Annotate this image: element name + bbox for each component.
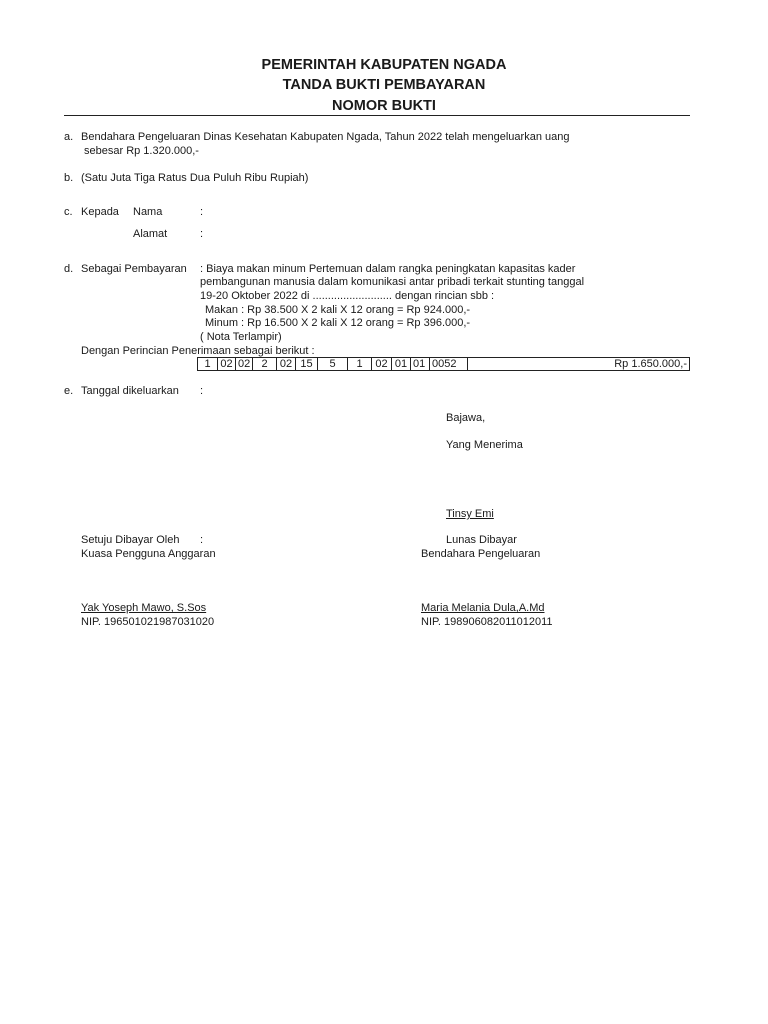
alamat-colon: : (200, 228, 204, 240)
section-b-marker: b. (64, 172, 74, 184)
treasurer-title: Bendahara Pengeluaran (421, 548, 541, 560)
nama-label: Nama (133, 206, 163, 218)
paid-label: Lunas Dibayar (446, 534, 517, 546)
section-d-marker: d. (64, 263, 74, 275)
food-cost-line: Makan : Rp 38.500 X 2 kali X 12 orang = Rp 924.000,- (205, 304, 471, 316)
place-label: Bajawa, (446, 412, 486, 424)
section-a-amount: sebesar Rp 1.320.000,- (84, 145, 199, 157)
budget-code-table (197, 357, 690, 371)
amount-cell: Rp 1.650.000,- (468, 358, 690, 371)
header-receipt-number: NOMOR BUKTI (332, 98, 436, 114)
treasurer-nip: NIP. 198906082011012011 (421, 616, 553, 628)
section-b-amount-words: (Satu Juta Tiga Ratus Dua Puluh Ribu Rupiah) (81, 172, 309, 184)
receiver-name: Tinsy Emi (446, 508, 494, 520)
section-c-label: Kepada (81, 206, 119, 218)
code-cell: 02 (277, 358, 296, 371)
code-cell: 1 (348, 358, 372, 371)
payment-description-line: pembangunan manusia dalam komunikasi antar pribadi terkait stunting tanggal (200, 276, 585, 288)
receiver-role: Yang Menerima (446, 439, 523, 451)
header-divider (64, 115, 690, 116)
section-a-text: Bendahara Pengeluaran Dinas Kesehatan Kabupaten Ngada, Tahun 2022 telah mengeluarkan uang (81, 131, 570, 143)
code-cell: 02 (236, 358, 253, 371)
code-cell: 2 (253, 358, 277, 371)
code-cell: 0052 (430, 358, 468, 371)
treasurer-name: Maria Melania Dula,A.Md (421, 602, 545, 614)
approval-colon: : (200, 534, 204, 546)
approval-label: Setuju Dibayar Oleh (81, 534, 180, 546)
attachment-note: ( Nota Terlampir) (200, 331, 282, 343)
code-cell: 01 (392, 358, 411, 371)
approver-title: Kuasa Pengguna Anggaran (81, 548, 216, 560)
code-cell: 5 (318, 358, 348, 371)
approver-name: Yak Yoseph Mawo, S.Sos (81, 602, 207, 614)
section-c-marker: c. (64, 206, 73, 218)
code-cell: 01 (411, 358, 430, 371)
nama-colon: : (200, 206, 204, 218)
section-e-colon: : (200, 385, 204, 397)
perincian-label: Dengan Perincian Penerimaan sebagai berikut : (81, 345, 315, 357)
code-cell: 1 (198, 358, 218, 371)
code-cell: 15 (296, 358, 318, 371)
section-e-marker: e. (64, 385, 74, 397)
approver-nip: NIP. 196501021987031020 (81, 616, 215, 628)
payment-description-line: : Biaya makan minum Pertemuan dalam rangka peningkatan kapasitas kader (200, 263, 576, 275)
code-cell: 02 (372, 358, 392, 371)
section-a-marker: a. (64, 131, 74, 143)
table-row (198, 358, 690, 371)
header-government: PEMERINTAH KABUPATEN NGADA (261, 57, 507, 73)
header-document-title: TANDA BUKTI PEMBAYARAN (282, 77, 486, 93)
payment-description-line: 19-20 Oktober 2022 di .......................... dengan rincian sbb : (200, 290, 495, 302)
code-cell: 02 (218, 358, 236, 371)
section-e-label: Tanggal dikeluarkan (81, 385, 179, 397)
drink-cost-line: Minum : Rp 16.500 X 2 kali X 12 orang = Rp 396.000,- (205, 317, 471, 329)
alamat-label: Alamat (133, 228, 168, 240)
section-d-label: Sebagai Pembayaran (81, 263, 187, 275)
